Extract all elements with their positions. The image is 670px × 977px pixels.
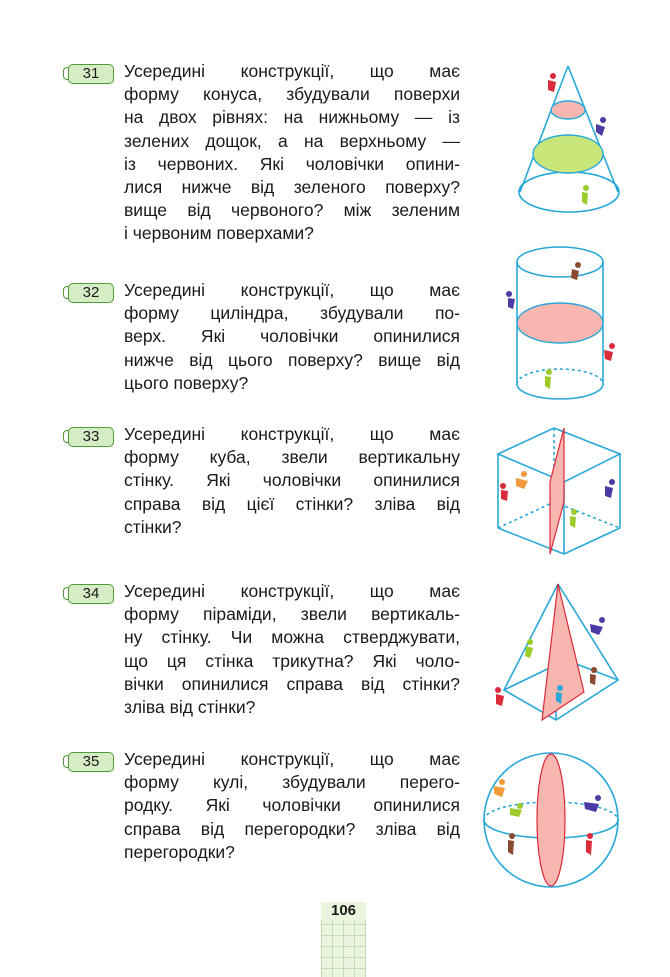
climber-purple-icon [584, 795, 601, 812]
climber-green-icon [582, 185, 589, 205]
text-line: справа від перегородки? зліва від [124, 818, 460, 839]
problem-text [124, 60, 460, 246]
climber-brown-icon [571, 262, 581, 280]
text-line: що ця стінка трикутна? Які чоло- [124, 650, 460, 671]
climber-purple-icon [596, 117, 606, 136]
problem-text [124, 580, 460, 719]
climber-purple-icon [605, 479, 615, 498]
text-line: зліва від стінки? [124, 697, 256, 718]
problem-text [124, 748, 460, 864]
text-line: форму конуса, збудували поверхи [124, 84, 460, 105]
text-line: верх. Які чоловічки опинилися [124, 326, 460, 347]
climber-green-icon [525, 639, 533, 658]
text-line: форму кулі, збудували перего- [124, 772, 460, 793]
problem-number-badge: 35 [68, 752, 114, 772]
problem-text [124, 279, 460, 395]
text-line: перегородки? [124, 841, 235, 862]
text-line: Усередині конструкції, що має [124, 61, 460, 81]
text-line: Усередині конструкції, що має [124, 581, 460, 601]
text-line: Усередині конструкції, що має [124, 280, 460, 300]
text-line: лися нижче від зеленого поверху? [124, 177, 460, 198]
climber-orange-icon [516, 471, 528, 489]
problem-number-badge: 33 [68, 427, 114, 447]
text-line: форму циліндра, збудували по- [124, 303, 460, 324]
text-line: нижче від цього поверху? вище від [124, 349, 460, 370]
text-line: цього поверху? [124, 372, 249, 393]
cube-with-wall-figure [494, 424, 624, 558]
problem-text [124, 423, 460, 539]
pyramid-with-wall-figure [486, 580, 626, 726]
text-line: ну стінку. Чи можна стверджувати, [124, 627, 460, 648]
sphere-with-partition-figure [480, 748, 625, 894]
text-line: вище від червоного? між зеленим [124, 200, 460, 221]
problem-number-badge: 32 [68, 283, 114, 303]
climber-purple-icon [590, 617, 605, 635]
climber-red-icon [500, 483, 508, 501]
text-line: вічки опинилися справа від стінки? [124, 673, 460, 694]
cylinder-with-floor-figure [500, 240, 620, 410]
text-line: Усередині конструкції, що має [124, 749, 460, 769]
page-number: 106 [321, 902, 366, 920]
text-line: і червоним поверхами? [124, 223, 314, 244]
text-line: форму піраміди, звели вертикаль- [124, 604, 460, 625]
text-line: стінки? [124, 516, 182, 537]
text-line: родку. Які чоловічки опинилися [124, 795, 460, 816]
text-line: стінку. Які чоловічки опинилися [124, 470, 460, 491]
text-line: Усередині конструкції, що має [124, 424, 460, 444]
text-line: із червоних. Які чоловічки опини- [124, 153, 460, 174]
climber-brown-icon [508, 833, 515, 855]
text-line: зелених дощок, а на верхньому — [124, 130, 460, 151]
problem-number-badge: 34 [68, 584, 114, 604]
text-line: на двох рівнях: на нижньому — із [124, 107, 460, 128]
climber-brown-icon [590, 667, 597, 685]
text-line: справа від цієї стінки? зліва від [124, 493, 460, 514]
cone-with-two-floors-figure [500, 62, 620, 222]
climber-purple-icon [506, 291, 515, 309]
climber-green-icon [545, 369, 552, 389]
climber-red-icon [548, 73, 556, 92]
climber-red-icon [604, 343, 615, 361]
climber-red-icon [586, 833, 593, 855]
problem-number-badge: 31 [68, 64, 114, 84]
climber-green-icon [570, 509, 577, 528]
text-line: форму куба, звели вертикальну [124, 447, 460, 468]
